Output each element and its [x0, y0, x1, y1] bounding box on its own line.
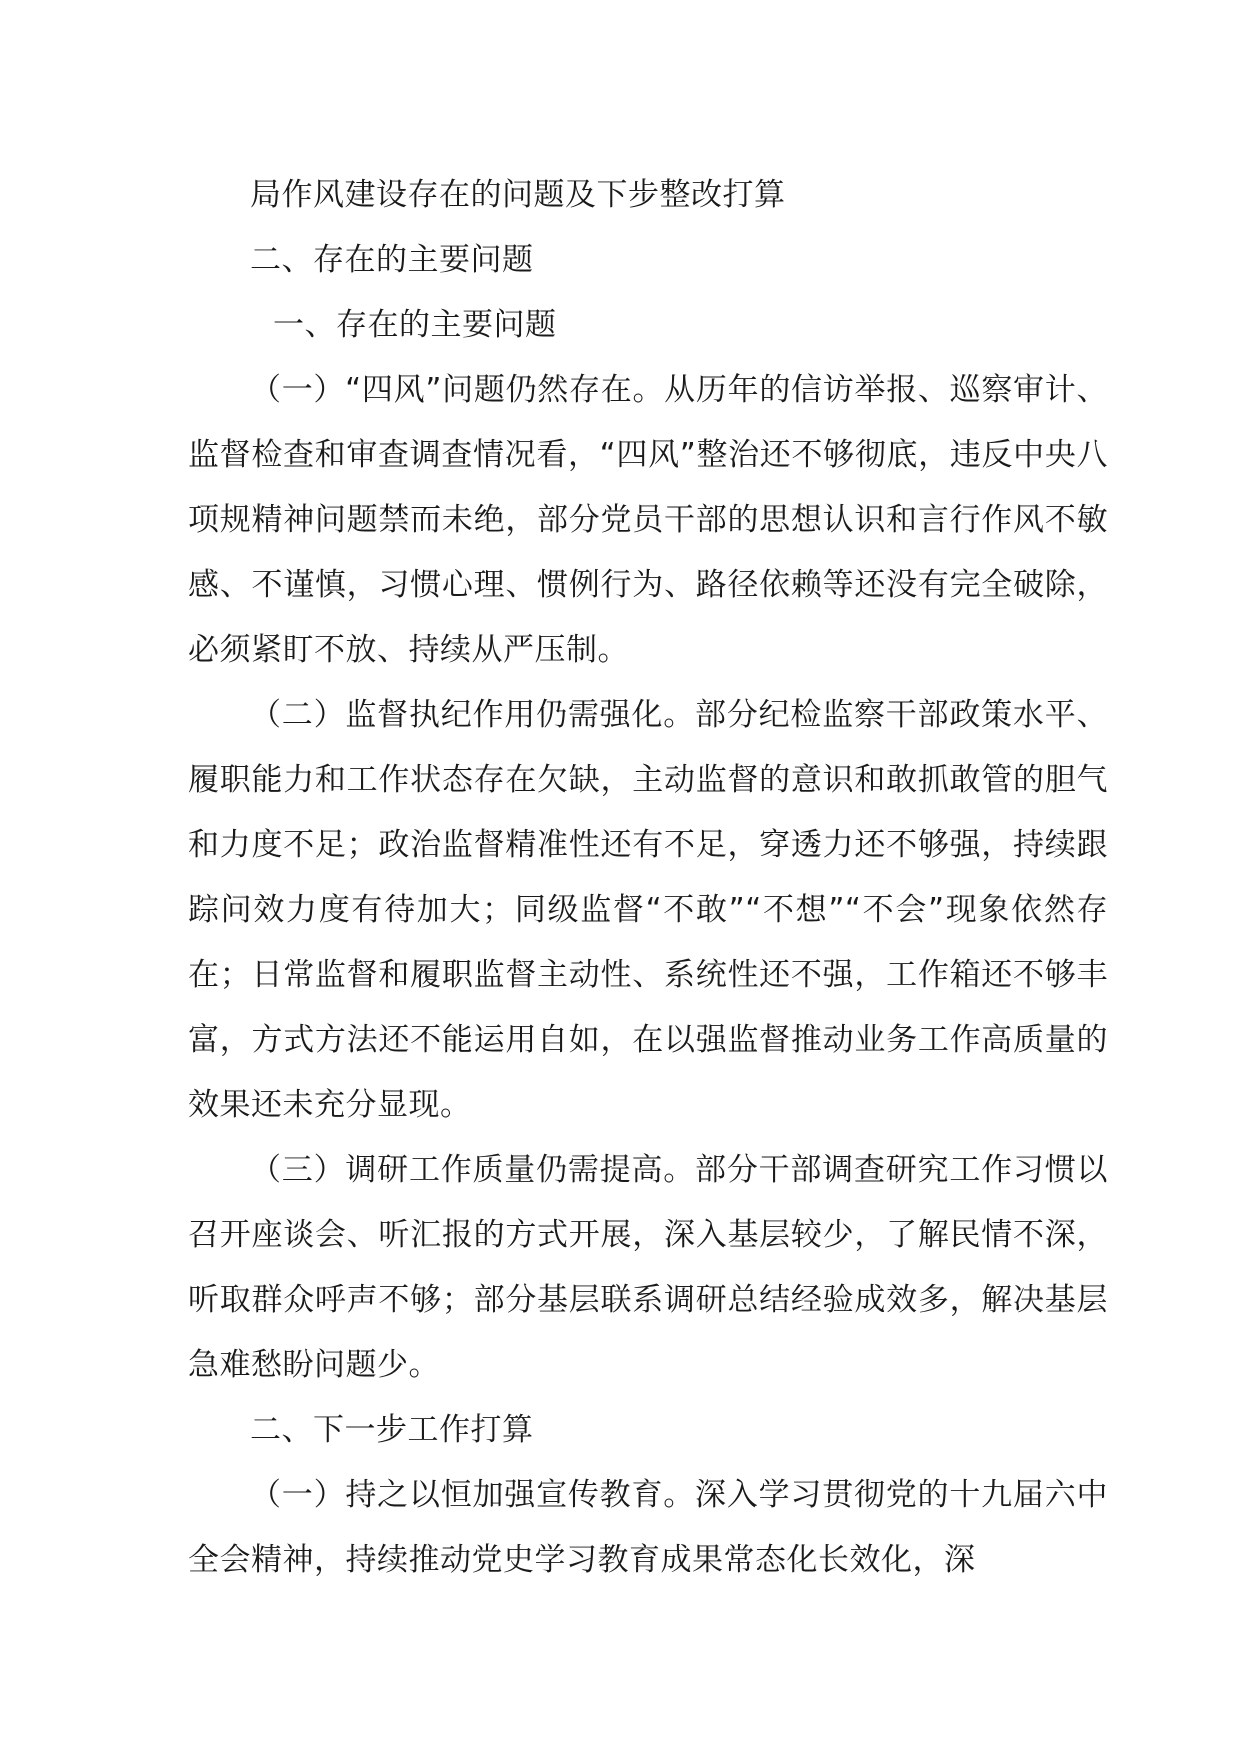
section-subheading: 一、存在的主要问题: [273, 307, 557, 343]
paragraph-education: （一）持之以恒加强宣传教育。深入学习贯彻党的十九届六中全会精神，持续推动党史学习教育成果常态化长效化，深: [188, 1477, 1108, 1578]
paragraph-supervision: （二）监督执纪作用仍需强化。部分纪检监察干部政策水平、履职能力和工作状态存在欠缺，主动监督的意识和敢抓敢管的胆气和力度不足；政治监督精准性还有不足，穿透力还不够强，持续跟踪问效力度有待加大；同级监督“不敢”“不想”“不会”现象依然存在；日常监督和履职监督主动性、系统性还不强，工作箱还不够丰富，方式方法还不能运用自如，在以强监督推动业务工作高质量的效果还未充分显现。: [188, 697, 1108, 1123]
section-heading: 二、存在的主要问题: [250, 242, 534, 278]
section-heading-next-steps: 二、下一步工作打算: [250, 1412, 534, 1448]
paragraph-four-winds: （一）“四风”问题仍然存在。从历年的信访举报、巡察审计、监督检查和审查调查情况看，“四风”整治还不够彻底，违反中央八项规精神问题禁而未绝，部分党员干部的思想认识和言行作风不敏感、不谨慎，习惯心理、惯例行为、路径依赖等还没有完全破除，必须紧盯不放、持续从严压制。: [188, 372, 1108, 668]
document-title: 局作风建设存在的问题及下步整改打算: [250, 177, 786, 213]
paragraph-research: （三）调研工作质量仍需提高。部分干部调查研究工作习惯以召开座谈会、听汇报的方式开展，深入基层较少，了解民情不深，听取群众呼声不够；部分基层联系调研总结经验成效多，解决基层急难愁盼问题少。: [188, 1152, 1108, 1383]
document-body: [188, 163, 1108, 1593]
